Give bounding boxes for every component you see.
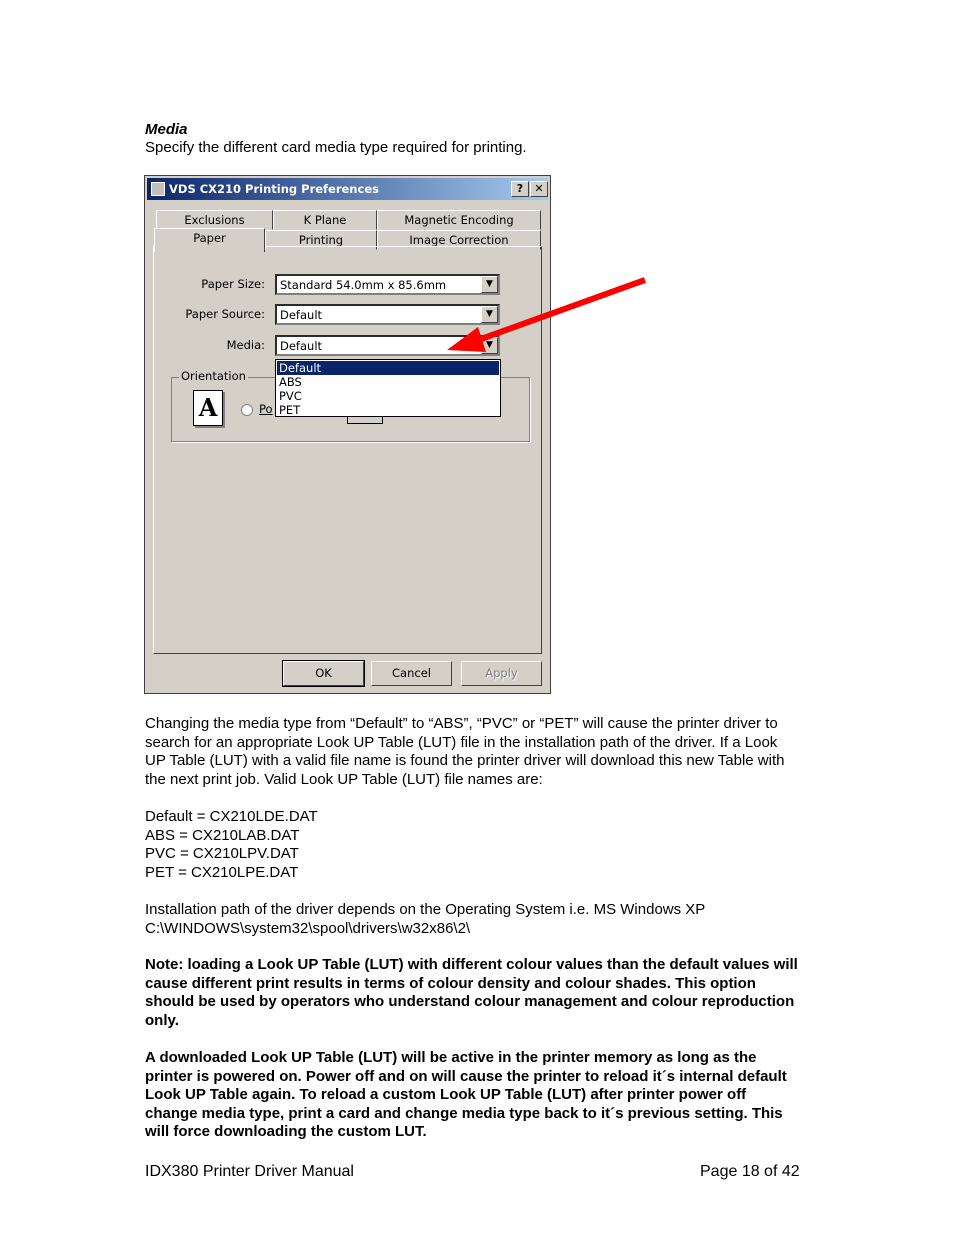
page-number: Page 18 of 42 (700, 1163, 800, 1180)
portrait-page-icon: A (193, 390, 223, 426)
arrow-head-icon (447, 327, 486, 352)
text-line: search for an appropriate Look UP Table (LUT) file in the installation path of the driver. If a Look (145, 733, 778, 751)
arrow-shaft (470, 280, 645, 343)
media-option[interactable]: PVC (279, 389, 302, 403)
tab-k-plane[interactable]: K Plane (273, 210, 377, 230)
text-line: will force downloading the custom LUT. (145, 1123, 427, 1140)
text-line: change media type, print a card and change media type back to it´s previous setting. This (145, 1104, 783, 1122)
text-line: Changing the media type from “Default” to “ABS”, “PVC” or “PET” will cause the printer driver to (145, 715, 778, 732)
text-line: UP Table (LUT) with a valid file name is found the printer driver will download this new Table with (145, 752, 785, 769)
text-line: printer is powered on. Power off and on will cause the printer to reload it´s internal default (145, 1067, 787, 1085)
text-line: cause different print results in terms of colour density and colour shades. This option (145, 974, 756, 992)
text-line: only. (145, 1011, 179, 1029)
media-value: Default (280, 339, 323, 353)
installation-path (145, 901, 705, 938)
close-button[interactable]: ✕ (530, 181, 548, 197)
text-line: C:\WINDOWS\system32\spool\drivers\w32x86\2\ (145, 919, 471, 937)
dialog-title: VDS CX210 Printing Preferences (169, 182, 379, 196)
text-line: the next print job. Valid Look UP Table (LUT) file names are: (145, 770, 543, 788)
media-option[interactable]: PET (279, 403, 301, 417)
list-item: PVC = CX210LPV.DAT (145, 845, 299, 862)
portrait-label: Po (259, 402, 273, 416)
dropdown-arrow-icon[interactable]: ▼ (481, 276, 498, 293)
cancel-button[interactable]: Cancel (371, 661, 452, 686)
text-line: A downloaded Look UP Table (LUT) will be active in the printer memory as long as the (145, 1049, 757, 1066)
help-button[interactable]: ? (511, 181, 529, 197)
text-line: Look UP Table again. To reload a custom Look UP Table (LUT) after printer power off (145, 1086, 747, 1103)
ok-button[interactable]: OK (283, 661, 364, 686)
lut-reload-paragraph (145, 1049, 865, 1142)
paper-source-label: Paper Source: (185, 307, 265, 321)
text-line: Installation path of the driver depends on the Operating System i.e. MS Windows XP (145, 901, 706, 918)
orientation-label: Orientation (181, 369, 246, 383)
media-label: Media: (226, 338, 265, 352)
dropdown-arrow-icon[interactable]: ▼ (481, 306, 498, 323)
paper-size-label: Paper Size: (201, 277, 265, 291)
tab-magnetic-encoding[interactable]: Magnetic Encoding (377, 210, 541, 230)
note-paragraph (145, 956, 865, 1030)
apply-button[interactable]: Apply (461, 661, 542, 686)
tab-image-correction[interactable]: Image Correction (377, 230, 541, 250)
media-option[interactable]: ABS (279, 375, 302, 389)
tab-exclusions[interactable]: Exclusions (156, 210, 273, 230)
paper-source-value: Default (280, 308, 323, 322)
lut-file-list (145, 808, 318, 882)
list-item: Default = CX210LDE.DAT (145, 808, 318, 825)
tab-printing[interactable]: Printing (265, 230, 377, 250)
tab-paper[interactable]: Paper (154, 228, 265, 252)
text-line: should be used by operators who understand colour management and colour reproduction (145, 993, 795, 1010)
media-option[interactable]: Default (277, 361, 499, 375)
list-item: ABS = CX210LAB.DAT (145, 826, 300, 844)
section-heading: Media (145, 121, 188, 138)
dropdown-arrow-icon[interactable]: ▼ (481, 337, 498, 354)
list-item: PET = CX210LPE.DAT (145, 863, 299, 881)
text-line: Note: loading a Look UP Table (LUT) with different colour values than the default values will (145, 956, 798, 973)
intro-text: Specify the different card media type required for printing. (145, 139, 527, 156)
footer-title: IDX380 Printer Driver Manual (145, 1163, 354, 1180)
media-dropdown-list (275, 359, 501, 417)
media-description (145, 715, 865, 789)
paper-size-value: Standard 54.0mm x 85.6mm (280, 278, 447, 292)
